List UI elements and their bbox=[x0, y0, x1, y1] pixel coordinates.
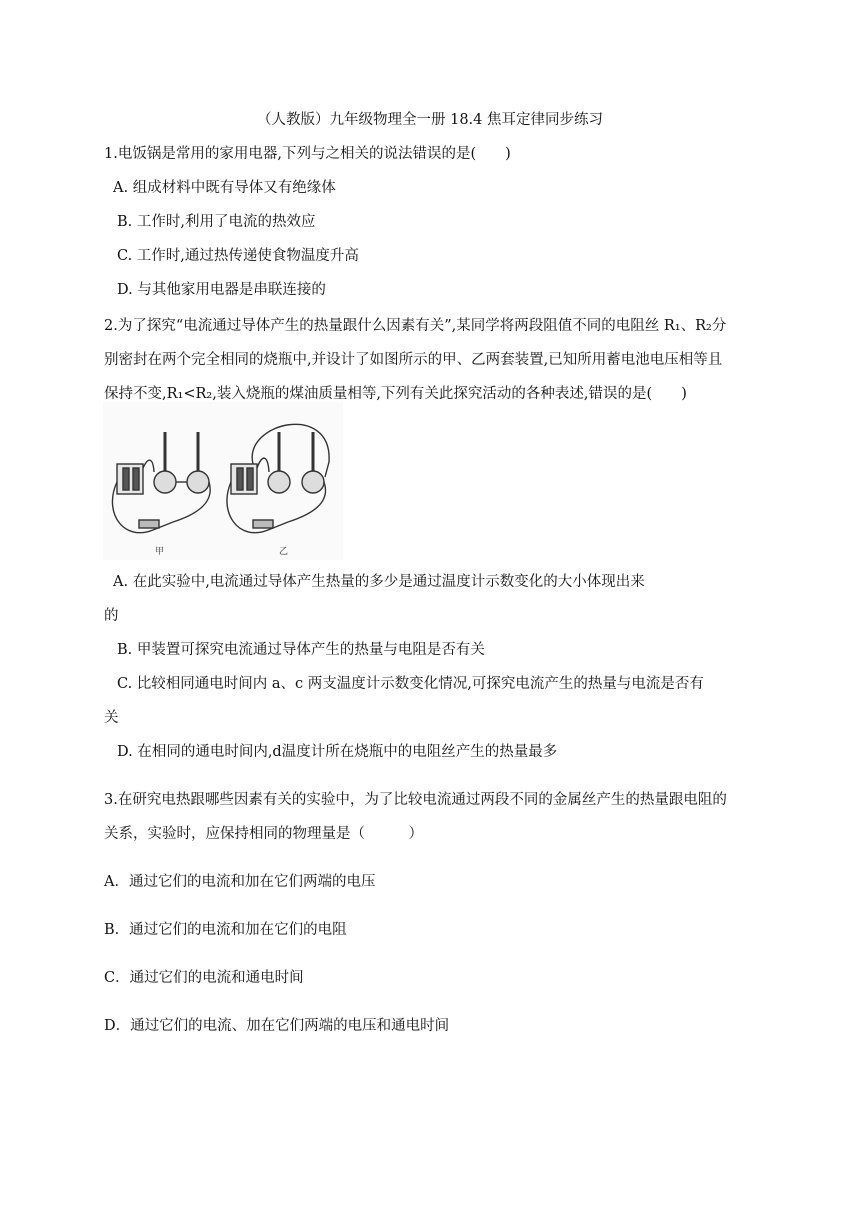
q3-stem-line2: 关系，实验时，应保持相同的物理量是（ ） bbox=[104, 826, 423, 842]
q3-option-c: C．通过它们的电流和通电时间 bbox=[104, 970, 304, 986]
q3-option-b: B．通过它们的电流和加在它们的电阻 bbox=[104, 922, 347, 938]
q1-option-a: A. 组成材料中既有导体又有绝缘体 bbox=[113, 180, 336, 196]
q2-option-c-line1: C. 比较相同通电时间内 a、c 两支温度计示数变化情况,可探究电流产生的热量与电流是否有 bbox=[117, 676, 704, 692]
q1-option-b: B. 工作时,利用了电流的热效应 bbox=[117, 214, 316, 230]
q3-option-d: D．通过它们的电流、加在它们两端的电压和通电时间 bbox=[104, 1018, 450, 1034]
q2-stem-line2: 别密封在两个完全相同的烧瓶中,并设计了如图所示的甲、乙两套装置,已知所用蓄电池电压相等且 bbox=[104, 352, 723, 368]
q2-option-d: D. 在相同的通电时间内,d温度计所在烧瓶中的电阻丝产生的热量最多 bbox=[117, 744, 558, 760]
q2-stem-line3: 保持不变,R₁<R₂,装入烧瓶的煤油质量相等,下列有关此探究活动的各种表述,错误的是( ) bbox=[104, 386, 687, 402]
figure-label-left: 甲 bbox=[155, 547, 165, 557]
q2-option-c-line2: 关 bbox=[104, 710, 119, 726]
circuit-diagram-figure bbox=[103, 402, 343, 560]
q2-option-b: B. 甲装置可探究电流通过导体产生的热量与电阻是否有关 bbox=[117, 642, 485, 658]
q2-option-a-line2: 的 bbox=[104, 608, 119, 624]
q1-option-d: D. 与其他家用电器是串联连接的 bbox=[117, 282, 326, 298]
q3-option-a: A．通过它们的电流和加在它们两端的电压 bbox=[104, 874, 376, 890]
document-title: （人教版）九年级物理全一册 18.4 焦耳定律同步练习 bbox=[256, 112, 603, 128]
q1-option-c: C. 工作时,通过热传递使食物温度升高 bbox=[117, 248, 359, 264]
figure-label-right: 乙 bbox=[279, 547, 289, 557]
q1-stem: 1.电饭锅是常用的家用电器,下列与之相关的说法错误的是( ) bbox=[104, 146, 511, 162]
q3-stem-line1: 3.在研究电热跟哪些因素有关的实验中，为了比较电流通过两段不同的金属丝产生的热量跟电阻的 bbox=[104, 792, 727, 808]
q2-option-a-line1: A. 在此实验中,电流通过导体产生热量的多少是通过温度计示数变化的大小体现出来 bbox=[113, 574, 645, 590]
q2-stem-line1: 2.为了探究“电流通过导体产生的热量跟什么因素有关”,某同学将两段阻值不同的电阻丝 R₁、R₂分 bbox=[104, 318, 727, 334]
circuit-diagram bbox=[103, 402, 343, 560]
